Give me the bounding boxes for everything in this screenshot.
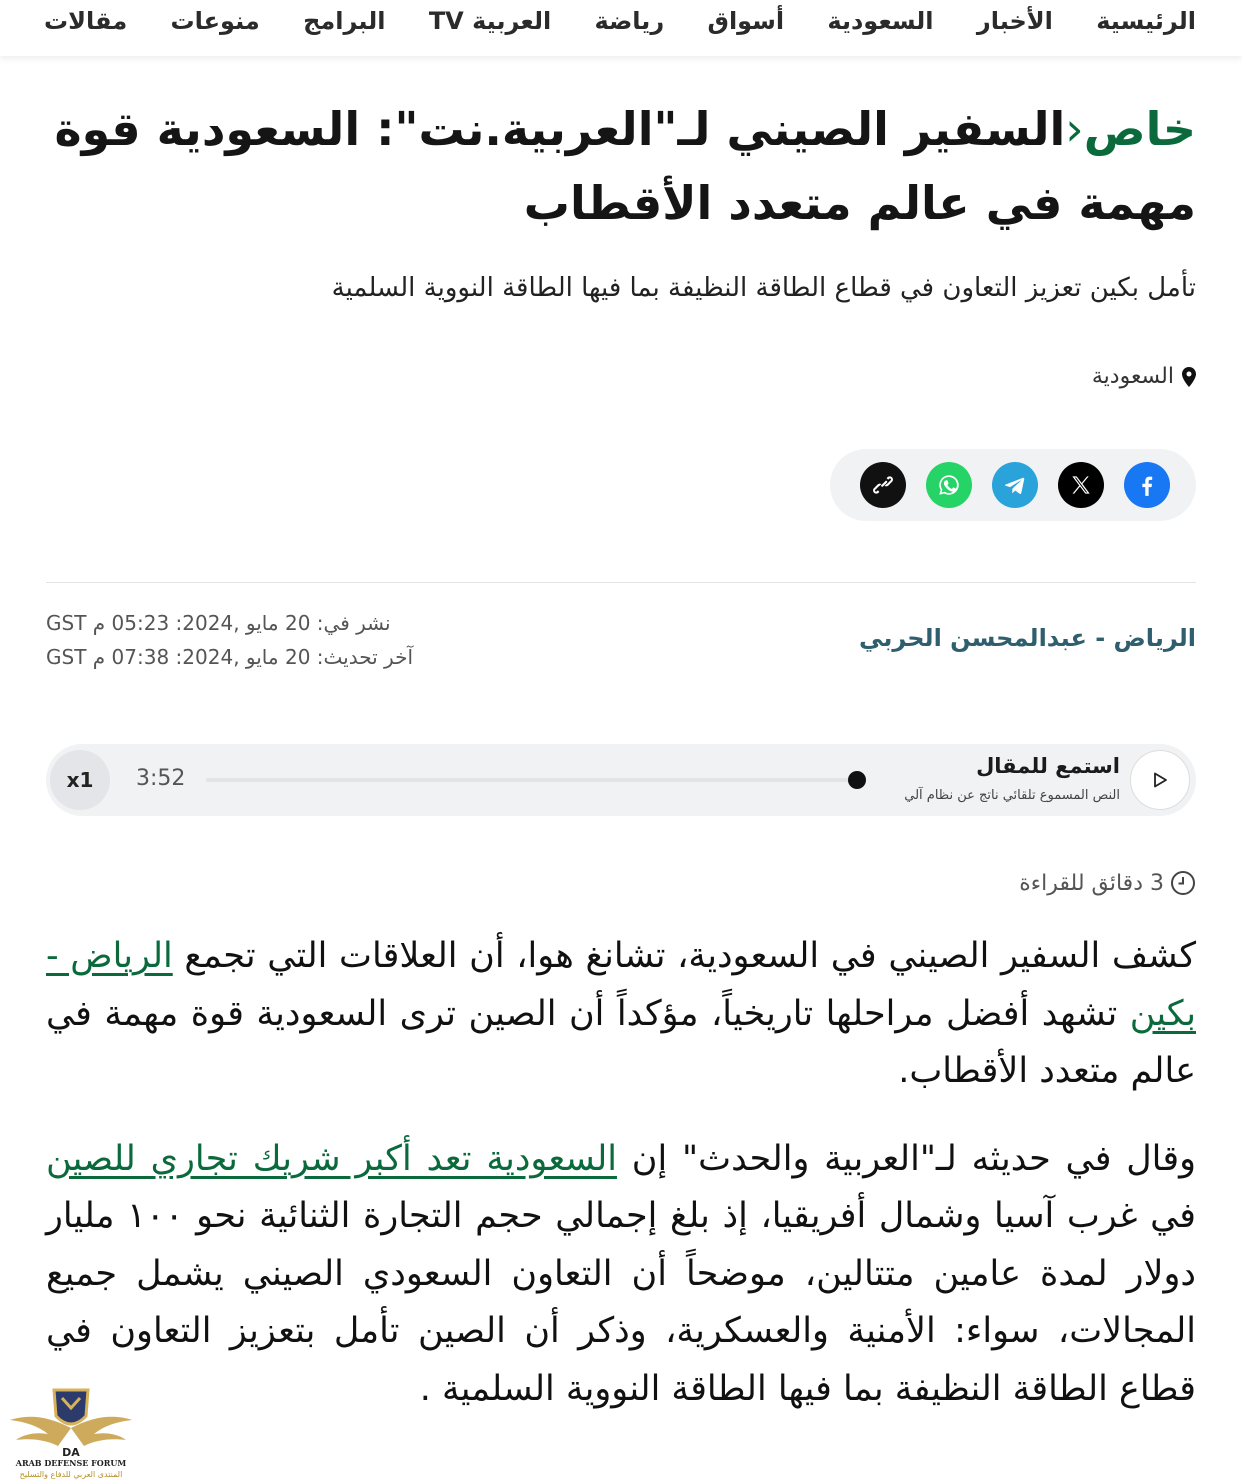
facebook-icon bbox=[1134, 472, 1160, 498]
updated-date: آخر تحديث: 20 مايو ,2024: 07:38 م GST bbox=[46, 645, 414, 669]
player-duration: 3:52 bbox=[136, 766, 186, 791]
nav-item-alarabiya-tv[interactable]: العربية TV bbox=[428, 7, 552, 35]
paragraph-1 bbox=[46, 928, 1196, 1101]
copy-link-button[interactable] bbox=[860, 462, 906, 508]
x-icon bbox=[1068, 472, 1094, 498]
divider bbox=[46, 582, 1196, 583]
player-title: استمع للمقال bbox=[976, 754, 1120, 778]
player-subtitle: النص المسموع تلقائي ناتج عن نظام آلي bbox=[904, 788, 1120, 803]
chevron-icon: ‹ bbox=[1065, 102, 1084, 156]
share-bar bbox=[830, 449, 1196, 521]
nav-item-articles[interactable]: مقالات bbox=[44, 7, 128, 35]
nav-item-programs[interactable]: البرامج bbox=[303, 7, 386, 35]
nav-item-markets[interactable]: أسواق bbox=[707, 7, 785, 35]
paragraph-text: كشف السفير الصيني في السعودية، تشانغ هوا، أن العلاقات التي تجمع bbox=[172, 936, 1196, 976]
headline-text: السفير الصيني لـ"العربية.نت": السعودية قوة مهمة في عالم متعدد الأقطاب bbox=[54, 102, 1196, 230]
clock-icon bbox=[1170, 870, 1196, 896]
paragraph-2 bbox=[46, 1131, 1196, 1419]
nav-item-home[interactable]: الرئيسية bbox=[1096, 7, 1196, 35]
telegram-icon bbox=[1002, 472, 1028, 498]
riyadh-beijing-link[interactable]: الرياض - بكين bbox=[46, 936, 1196, 1034]
arab-defense-forum-logo bbox=[8, 1386, 134, 1482]
author-byline[interactable]: الرياض - عبدالمحسن الحربي bbox=[859, 624, 1196, 652]
play-button[interactable] bbox=[1130, 750, 1190, 810]
paragraph-text: في غرب آسيا وشمال أفريقيا، إذ بلغ إجمالي حجم التجارة الثنائية نحو ١٠٠ مليار دولار لمدة عامين متتالين، موضحاً أن التعاون السعودي الصيني يشمل جميع المجالات، سواء: الأمنية والعسكرية، وذكر أن الصين تأمل بتعزيز التعاون في قطاع الطاقة النظيفة بما فيها الطاقة النووية السلمية . bbox=[46, 1196, 1196, 1409]
audio-player bbox=[46, 744, 1196, 816]
whatsapp-icon bbox=[936, 472, 962, 498]
svg-text:DA: DA bbox=[62, 1446, 80, 1459]
publish-dates bbox=[46, 606, 446, 674]
play-icon bbox=[1151, 771, 1169, 789]
facebook-share-button[interactable] bbox=[1124, 462, 1170, 508]
location-label: السعودية bbox=[1091, 364, 1174, 389]
telegram-share-button[interactable] bbox=[992, 462, 1038, 508]
nav-item-variety[interactable]: منوعات bbox=[170, 7, 260, 35]
nav-item-saudi[interactable]: السعودية bbox=[827, 7, 934, 35]
paragraph-text: وقال في حديثه لـ"العربية والحدث" إن bbox=[616, 1138, 1196, 1179]
location-pin-icon bbox=[1182, 367, 1196, 387]
largest-trade-partner-link[interactable]: السعودية تعد أكبر شريك تجاري للصين bbox=[46, 1138, 617, 1179]
read-time-label: 3 دقائق للقراءة bbox=[1019, 870, 1164, 896]
exclusive-kicker[interactable]: خاص bbox=[1083, 102, 1196, 156]
read-time bbox=[1019, 870, 1196, 896]
nav-item-news[interactable]: الأخبار bbox=[976, 7, 1053, 35]
progress-handle[interactable] bbox=[848, 771, 866, 789]
published-date: نشر في: 20 مايو ,2024: 05:23 م GST bbox=[46, 611, 391, 635]
article-body bbox=[46, 928, 1196, 1448]
nav-item-sports[interactable]: رياضة bbox=[594, 7, 665, 35]
article-headline bbox=[46, 92, 1196, 240]
article-subtitle: تأمل بكين تعزيز التعاون في قطاع الطاقة النظيفة بما فيها الطاقة النووية السلمية bbox=[331, 273, 1196, 303]
paragraph-text: تشهد أفضل مراحلها تاريخياً، مؤكداً أن الصين ترى السعودية قوة مهمة في عالم متعدد الأقطاب. bbox=[46, 993, 1196, 1091]
whatsapp-share-button[interactable] bbox=[926, 462, 972, 508]
svg-text:ARAB DEFENSE FORUM: ARAB DEFENSE FORUM bbox=[15, 1458, 127, 1468]
playback-speed-button[interactable]: x1 bbox=[50, 750, 110, 810]
location-tag[interactable] bbox=[46, 364, 1196, 389]
top-navigation bbox=[0, 0, 1242, 56]
progress-track[interactable] bbox=[206, 778, 866, 782]
link-icon bbox=[870, 472, 896, 498]
x-share-button[interactable] bbox=[1058, 462, 1104, 508]
svg-text:المنتدى العربي للدفاع والتسليح: المنتدى العربي للدفاع والتسليح bbox=[19, 1470, 123, 1479]
